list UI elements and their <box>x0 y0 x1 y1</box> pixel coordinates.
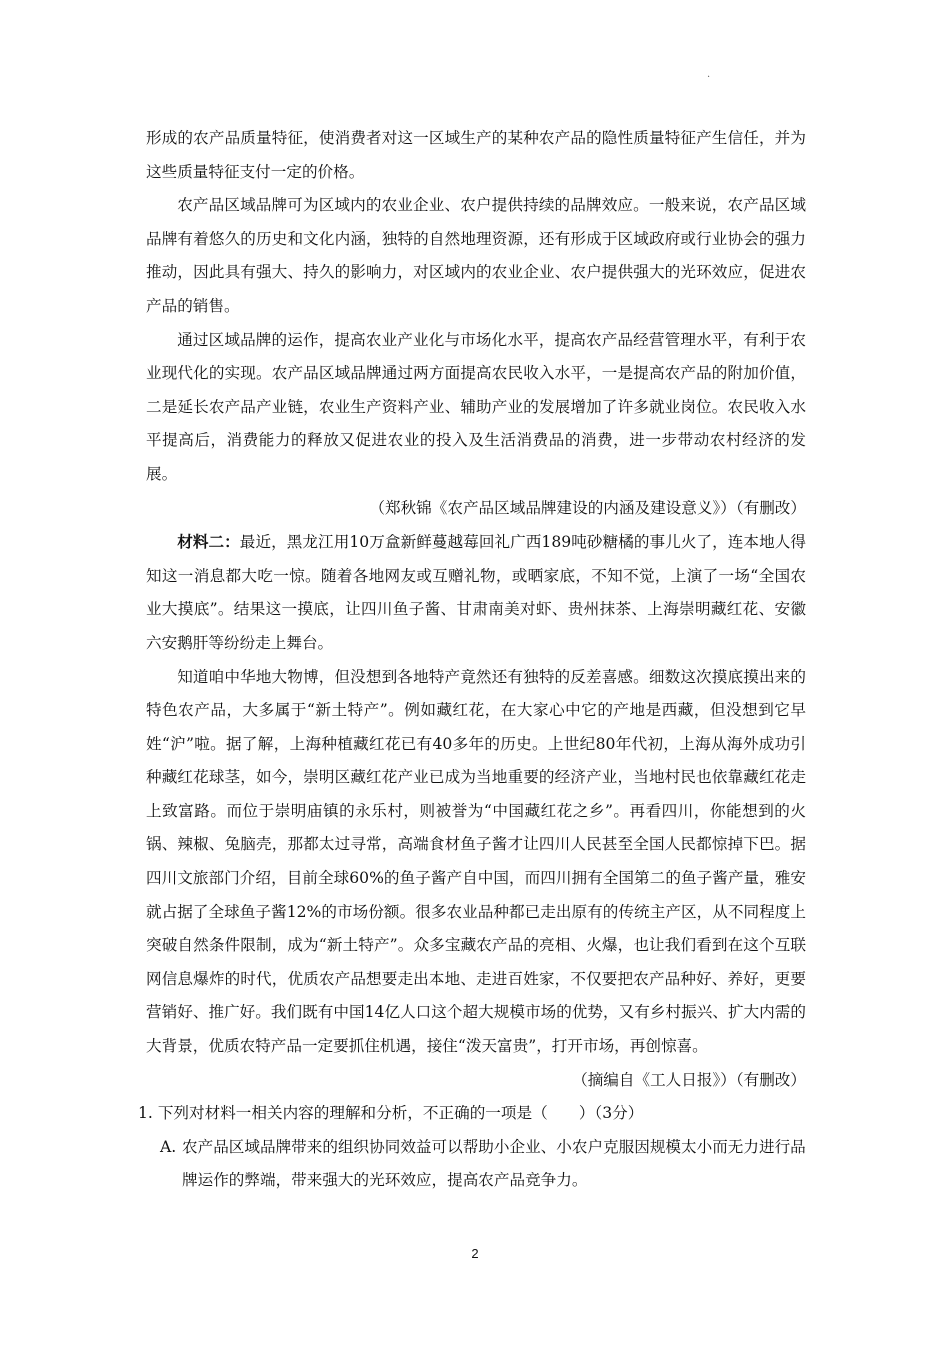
material2-paragraph-2: 知道咱中华地大物博，但没想到各地特产竟然还有独特的反差喜感。细数这次摸底摸出来的特色农产品，大多属于“新土特产”。例如藏红花，在大家心中它的产地是西藏，但没想到它早姓“沪”啦。据了解，上海种植藏红花已有40多年的历史。上世纪80年代初，上海从海外成功引种藏红花球茎，如今，崇明区藏红花产业已成为当地重要的经济产业，当地村民也依靠藏红花走上致富路。而位于崇明庙镇的永乐村，则被誉为“中国藏红花之乡”。再看四川，你能想到的火锅、辣椒、兔脑壳，那都太过寻常，高端食材鱼子酱才让四川人民甚至全国人民都惊掉下巴。据四川文旅部门介绍，目前全球60%的鱼子酱产自中国，而四川拥有全国第二的鱼子酱产量，雅安就占据了全球鱼子酱12%的市场份额。很多农业品种都已走出原有的传统主产区，从不同程度上突破自然条件限制，成为“新土特产”。众多宝藏农产品的亮相、火爆，也让我们看到在这个互联网信息爆炸的时代，优质农产品想要走出本地、走进百姓家，不仅要把农产品种好、养好，更要营销好、推广好。我们既有中国14亿人口这个超大规模市场的优势，又有乡村振兴、扩大内需的大背景，优质农特产品一定要抓住机遇，接住“泼天富贵”，打开市场，再创惊喜。 <box>146 667 806 1056</box>
material2-label: 材料二： <box>177 532 240 552</box>
question-1-stem: 1. 下列对材料一相关内容的理解和分析，不正确的一项是（ ）（3分） <box>138 1104 644 1123</box>
paragraph-brand-effect: 农产品区域品牌可为区域内的农业企业、农户提供持续的品牌效应。一般来说，农产品区域品牌有着悠久的历史和文化内涵，独特的自然地理资源，还有形成于区域政府或行业协会的强力推动，因此具有强大、持久的影响力，对区域内的农业企业、农户提供强大的光环效应，促进农产品的销售。 <box>146 196 806 315</box>
document-body <box>138 122 806 1198</box>
header-mark: · <box>707 72 711 83</box>
page-number: 2 <box>471 1246 479 1261</box>
source-citation-1: （郑秋锦《农产品区域品牌建设的内涵及建设意义》）（有删改） <box>369 498 806 517</box>
question-1-option-a <box>160 1131 806 1198</box>
source-citation-2: （摘编自《工人日报》）（有删改） <box>572 1070 806 1089</box>
option-a-label: A. <box>160 1137 177 1156</box>
paragraph-brand-operation: 通过区域品牌的运作，提高农业产业化与市场化水平，提高农产品经营管理水平，有利于农业现代化的实现。农产品区域品牌通过两方面提高农民收入水平，一是提高农产品的附加价值，二是延长农产品产业链，农业生产资料产业、辅助产业的发展增加了许多就业岗位。农民收入水平提高后，消费能力的释放又促进农业的投入及生活消费品的消费，进一步带动农村经济的发展。 <box>146 330 806 483</box>
option-a-text: 农产品区域品牌带来的组织协同效益可以帮助小企业、小农户克服因规模太小而无力进行品牌运作的弊端，带来强大的光环效应，提高农产品竞争力。 <box>182 1137 806 1190</box>
paragraph-continued: 形成的农产品质量特征，使消费者对这一区域生产的某种农产品的隐性质量特征产生信任，并为这些质量特征支付一定的价格。 <box>146 129 806 181</box>
material2-p1-text: 最近，黑龙江用10万盒新鲜蔓越莓回礼广西189吨砂糖橘的事儿火了，连本地人得知这一消息都大吃一惊。随着各地网友或互赠礼物，或晒家底，不知不觉，上演了一场“全国农业大摸底”。结果这一摸底，让四川鱼子酱、甘肃南美对虾、贵州抹茶、上海崇明藏红花、安徽六安鹅肝等纷纷走上舞台。 <box>146 533 806 652</box>
material2-paragraph-1 <box>146 525 806 660</box>
